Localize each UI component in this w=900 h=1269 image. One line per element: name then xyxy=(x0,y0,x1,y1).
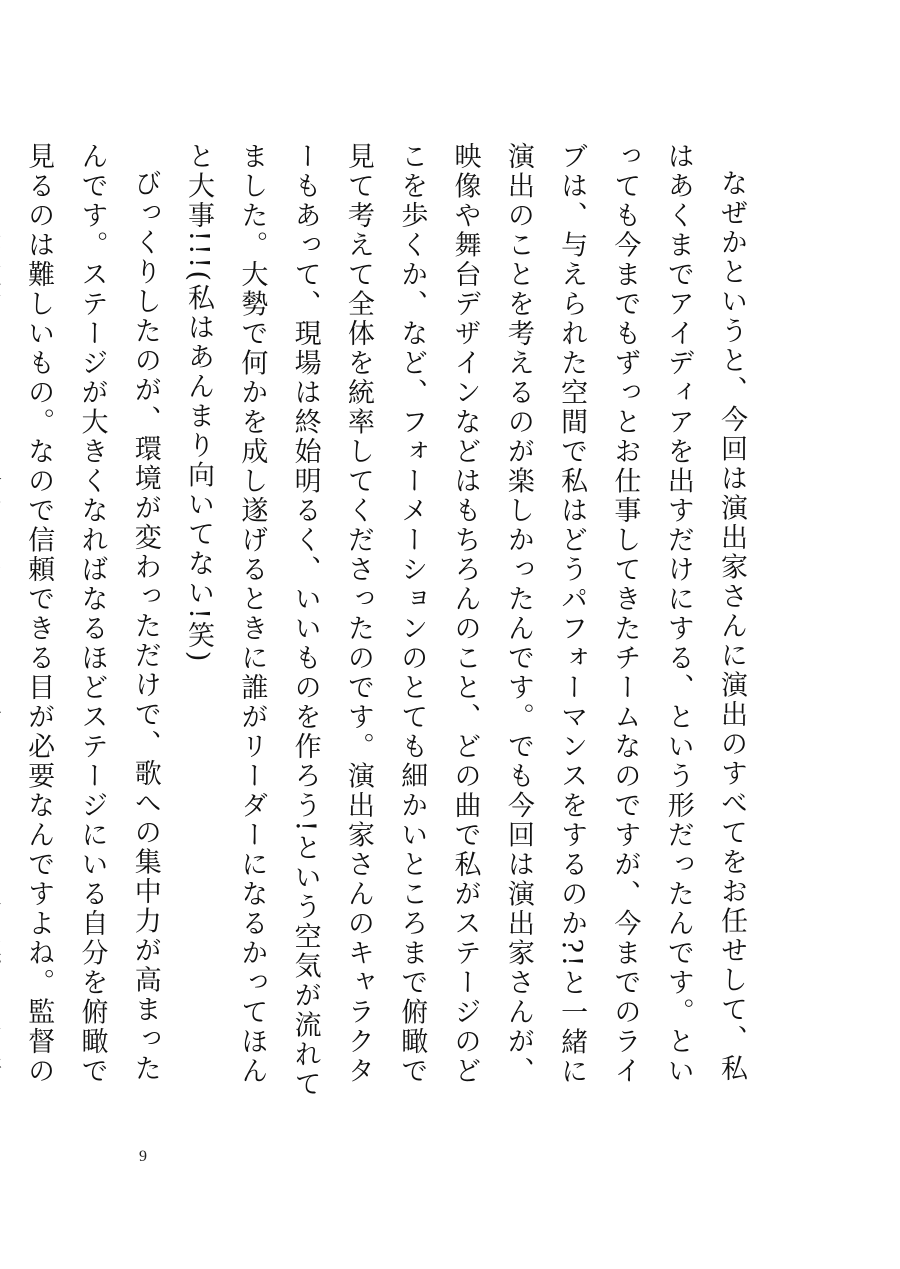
paragraph-2: びっくりしたのが、環境が変わっただけで、歌への集中力が高まったんです。ステージが大きくなればなるほどステージにいる自分を俯瞰で見るのは難しいもの。なので信頼できる目が必要なんですよね。監督の xyxy=(23,142,161,1086)
page-number: 9 xyxy=(139,1148,147,1165)
vertical-text-body xyxy=(23,142,758,1108)
paragraph-1: なぜかというと、今回は演出家さんに演出のすべてをお任せして、私はあくまでアイディアを出すだけにする、という形だったんです。といっても今までもずっとお仕事してきたチームなのですが、今までのライブは、与えられた空間で私はどうパフォーマンスをするのか?!と一緒に演出のことを考えるのが楽しかったんです。でも今回は演出家さんが、映像や舞台デザインなどはもちろんのこと、どの曲で私がステージのどこを歩くか、など、フォーメーションのとても細かいところまで俯瞰で見て考えて全体を統率してくださったのです。演出家さんのキャラクターもあって、現場は終始明るく、いいものを作ろう!という空気が流れてました。大勢で何かを成し遂げるときに誰がリーダーになるかってほんと大事!!!(私はあんまり向いてない!笑) xyxy=(183,142,747,1100)
